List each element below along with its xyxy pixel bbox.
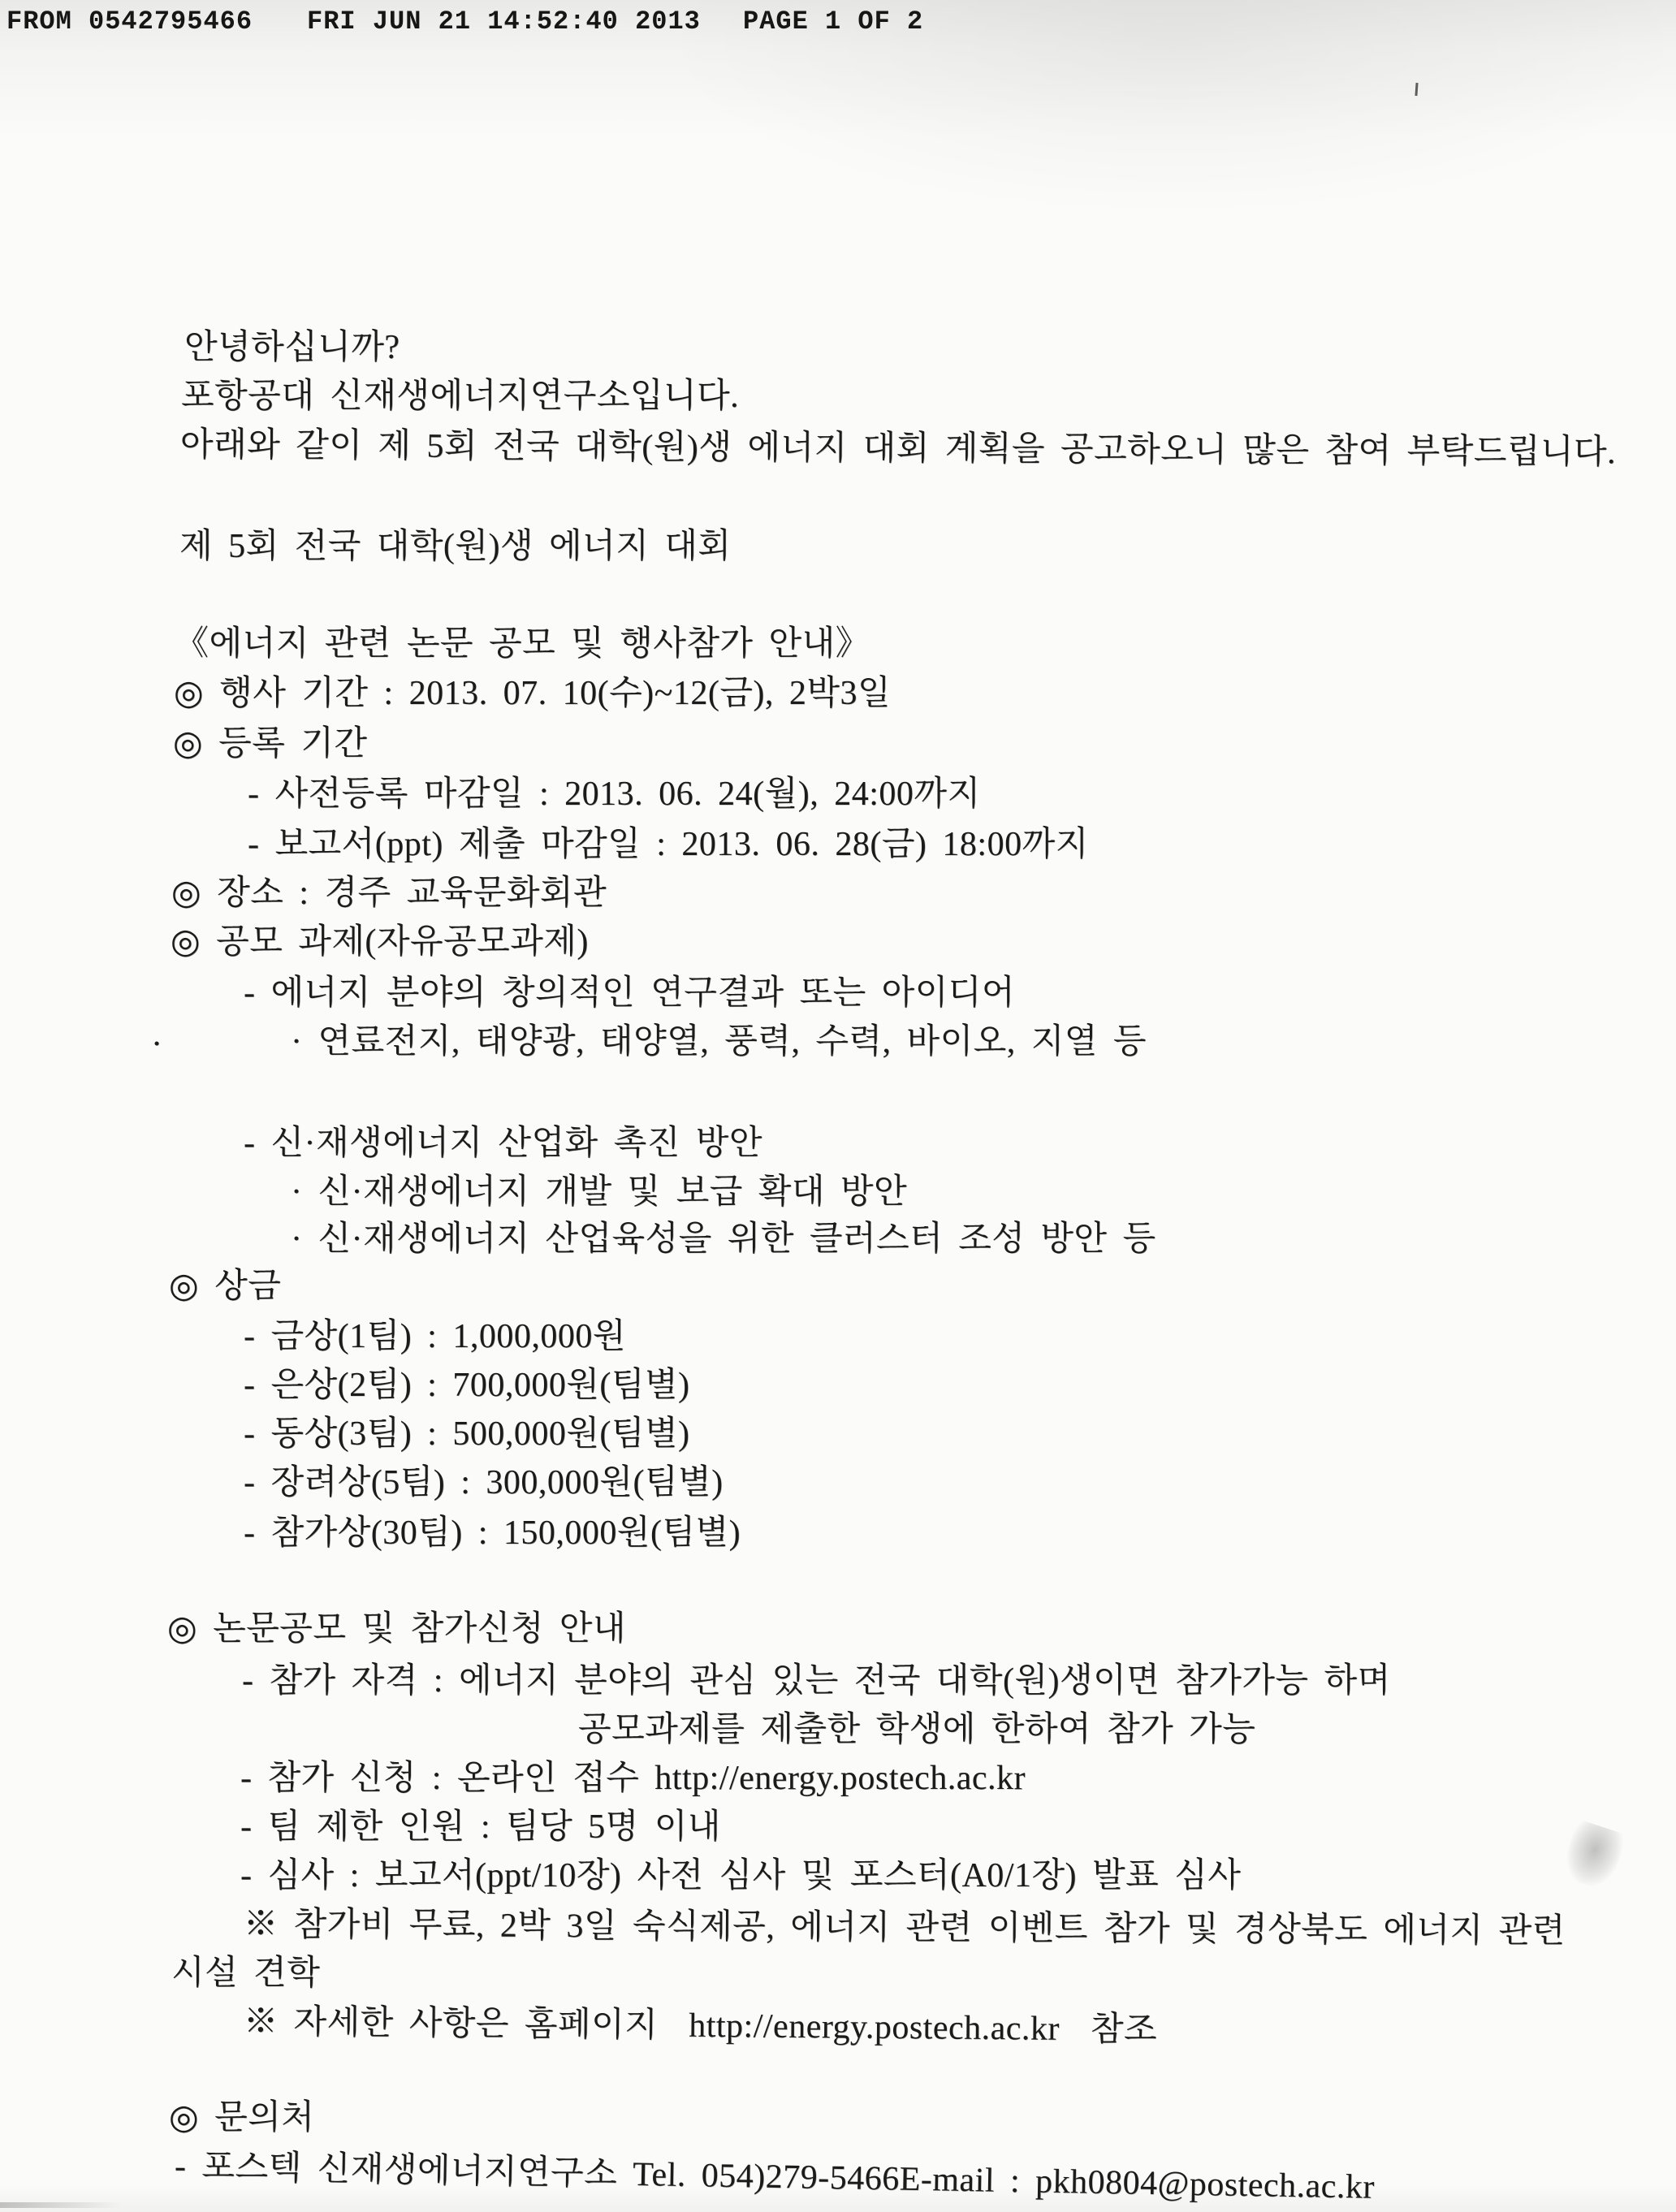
application-note-1: ※ 참가비 무료, 2박 3일 숙식제공, 에너지 관련 이벤트 참가 및 경상북도 에너지 관련 (243, 1906, 1566, 1951)
prize-participation: - 참가상(30팀) : 150,000원(팀별) (244, 1514, 741, 1552)
venue-line: ◎ 장소 : 경주 교육문화회관 (171, 875, 607, 912)
registration-pre-deadline: - 사전등록 마감일 : 2013. 06. 24(월), 24:00까지 (248, 775, 981, 813)
topics-item-1-sub: · 연료전지, 태양광, 태양열, 풍력, 수력, 바이오, 지열 등 (291, 1023, 1147, 1061)
application-note-1-continued: 시설 견학 (171, 1955, 321, 1992)
greeting-line-1: 안녕하십니까? (184, 329, 400, 366)
event-period-line: ◎ 행사 기간 : 2013. 07. 10(수)~12(금), 2박3일 (174, 675, 892, 712)
fax-datetime: FRI JUN 21 14:52:40 2013 (307, 6, 701, 37)
topics-item-2-sub-2: · 신·재생에너지 산업육성을 위한 클러스터 조성 방안 등 (291, 1220, 1156, 1258)
topics-item-2: - 신·재생에너지 산업화 촉진 방안 (244, 1125, 762, 1162)
application-heading: ◎ 논문공모 및 참가신청 안내 (167, 1610, 626, 1648)
scan-speck-artifact (1415, 83, 1418, 96)
greeting-line-3: 아래와 같이 제 5회 전국 대학(원)생 에너지 대회 계획을 공고하오니 많은 참여 부탁드립니다. (179, 426, 1617, 472)
application-eligibility-continued: 공모과제를 제출한 학생에 한하여 참가 가능 (578, 1711, 1256, 1748)
registration-heading: ◎ 등록 기간 (173, 725, 368, 763)
registration-report-deadline: - 보고서(ppt) 제출 마감일 : 2013. 06. 28(금) 18:00까지 (248, 826, 1089, 863)
fax-page-indicator: PAGE 1 OF 2 (743, 6, 924, 37)
prizes-heading: ◎ 상금 (169, 1268, 282, 1305)
topics-item-1: - 에너지 분야의 창의적인 연구결과 또는 아이디어 (244, 974, 1015, 1012)
topics-heading: ◎ 공모 과제(자유공모과제) (171, 923, 589, 961)
scan-edge-streak (0, 2202, 122, 2208)
stray-dot-mark: · (151, 1026, 163, 1063)
application-judging: - 심사 : 보고서(ppt/10장) 사전 심사 및 포스터(A0/1장) 발표 심사 (240, 1857, 1242, 1894)
application-team-limit: - 팀 제한 인원 : 팀당 5명 이내 (240, 1808, 721, 1846)
application-apply-line: - 참가 신청 : 온라인 접수 http://energy.postech.ac.kr (240, 1760, 1026, 1797)
topics-item-2-sub-1: · 신·재생에너지 개발 및 보급 확대 방안 (291, 1173, 908, 1211)
scan-smudge-artifact (1559, 1819, 1627, 1892)
event-title: 제 5회 전국 대학(원)생 에너지 대회 (179, 528, 732, 565)
prize-encouragement: - 장려상(5팀) : 300,000원(팀별) (244, 1464, 724, 1501)
prize-silver: - 은상(2팀) : 700,000원(팀별) (244, 1367, 690, 1404)
prize-bronze: - 동상(3팀) : 500,000원(팀별) (244, 1415, 690, 1453)
prize-gold: - 금상(1팀) : 1,000,000원 (244, 1318, 626, 1355)
application-note-2: ※ 자세한 사항은 홈페이지 http://energy.postech.ac.kr 참조 (243, 2003, 1158, 2049)
greeting-line-2: 포항공대 신재생에너지연구소입니다. (181, 378, 740, 415)
fax-from-number: FROM 0542795466 (6, 6, 253, 37)
contact-heading: ◎ 문의처 (169, 2099, 315, 2136)
application-eligibility: - 참가 자격 : 에너지 분야의 관심 있는 전국 대학(원)생이면 참가가능 하며 (242, 1662, 1391, 1700)
fax-header (0, 6, 1676, 42)
contact-info-line: - 포스텍 신재생에너지연구소 Tel. 054)279-5466E-mail : pkh0804@postech.ac.kr (174, 2148, 1376, 2206)
notice-heading: 《에너지 관련 논문 공모 및 행사참가 안내》 (175, 625, 870, 663)
